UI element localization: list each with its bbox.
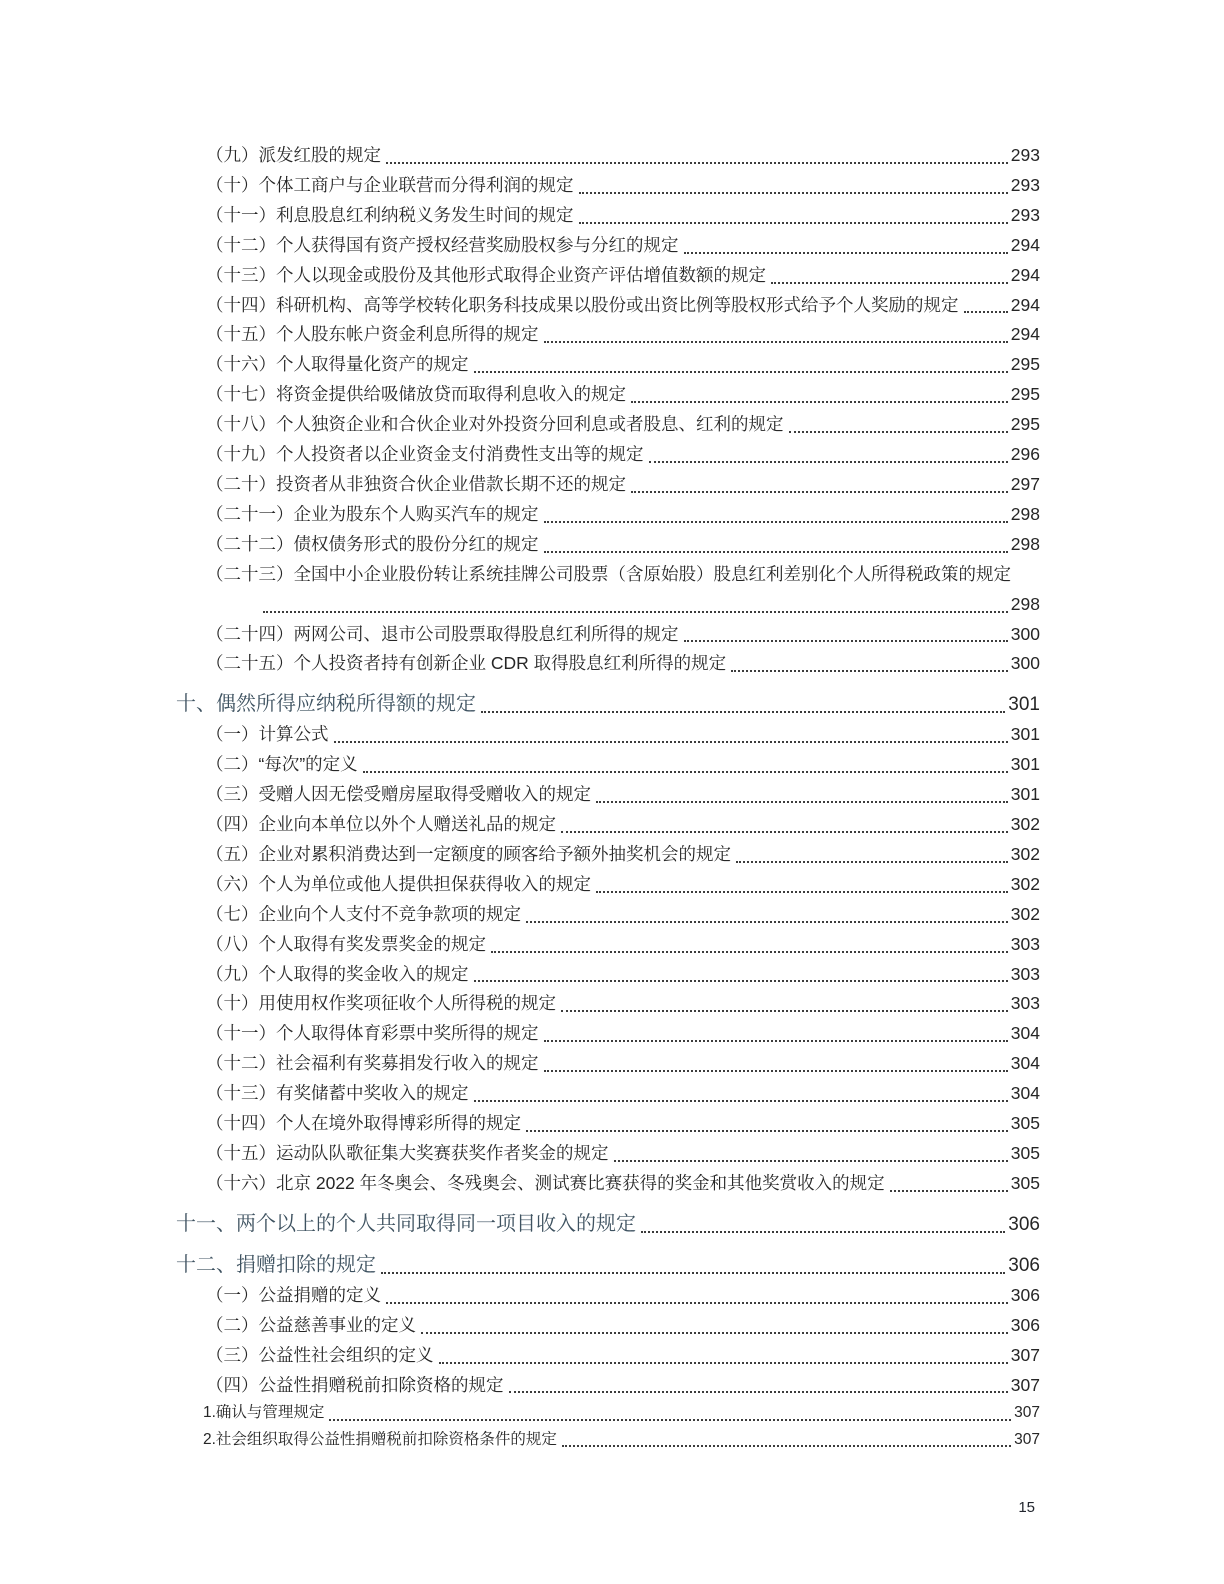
toc-heading-entry[interactable] — [176, 1209, 1040, 1240]
toc-entry[interactable] — [176, 1049, 1040, 1079]
toc-entry[interactable] — [176, 201, 1040, 231]
toc-entry-text: （二十一）企业为股东个人购买汽车的规定 — [206, 503, 539, 524]
toc-page-number: 306 — [1010, 1284, 1040, 1305]
dotted-leader — [544, 1040, 1008, 1042]
toc-page-number: 294 — [1010, 294, 1040, 315]
toc-entry-text: （十二）个人获得国有资产授权经营奖励股权参与分红的规定 — [206, 234, 679, 255]
toc-entry[interactable] — [176, 1079, 1040, 1109]
dotted-leader — [736, 861, 1008, 863]
toc-entry-text: （三）公益性社会组织的定义 — [206, 1344, 434, 1365]
toc-entry-text: （三）受赠人因无偿受赠房屋取得受赠收入的规定 — [206, 784, 591, 805]
toc-entry[interactable] — [176, 530, 1040, 560]
toc-entry[interactable] — [176, 380, 1040, 410]
toc-page-number: 305 — [1010, 1172, 1040, 1193]
dotted-leader — [263, 611, 1008, 613]
toc-entry-text: 十一、两个以上的个人共同取得同一项目收入的规定 — [176, 1212, 636, 1235]
dotted-leader — [649, 461, 1008, 463]
toc-page-number: 293 — [1010, 174, 1040, 195]
toc-entry-text: 2.社会组织取得公益性捐赠税前扣除资格条件的规定 — [203, 1430, 557, 1448]
dotted-leader — [481, 711, 1005, 713]
dotted-leader — [474, 1100, 1008, 1102]
toc-page-number: 307 — [1010, 1374, 1040, 1395]
dotted-leader — [562, 1445, 1011, 1447]
toc-entry[interactable] — [176, 1169, 1040, 1199]
toc-entry[interactable] — [176, 1341, 1040, 1371]
dotted-leader — [684, 252, 1008, 254]
dotted-leader — [641, 1231, 1005, 1233]
toc-entry-text: （二十）投资者从非独资合伙企业借款长期不还的规定 — [206, 473, 626, 494]
dotted-leader — [544, 551, 1008, 553]
toc-entry-text: （一）公益捐赠的定义 — [206, 1284, 381, 1305]
toc-entry-text: （四）公益性捐赠税前扣除资格的规定 — [206, 1374, 504, 1395]
toc-entry[interactable] — [176, 750, 1040, 780]
toc-entry-text: 十、偶然所得应纳税所得额的规定 — [176, 693, 476, 716]
toc-entry-text: （一）计算公式 — [206, 724, 329, 745]
toc-entry-text: （二十四）两网公司、退市公司股票取得股息红利所得的规定 — [206, 623, 679, 644]
dotted-leader — [439, 1362, 1008, 1364]
toc-entry[interactable] — [176, 560, 1040, 590]
toc-page-number: 303 — [1010, 963, 1040, 984]
dotted-leader — [474, 980, 1008, 982]
toc-page-number: 296 — [1010, 444, 1040, 465]
toc-entry[interactable] — [176, 320, 1040, 350]
toc-entry[interactable] — [176, 291, 1040, 321]
toc-entry-text: （八）个人取得有奖发票奖金的规定 — [206, 933, 486, 954]
toc-entry-text: （十九）个人投资者以企业资金支付消费性支出等的规定 — [206, 444, 644, 465]
toc-entry-text: （十三）个人以现金或股份及其他形式取得企业资产评估增值数额的规定 — [206, 264, 766, 285]
toc-entry-text: （二）“每次”的定义 — [206, 754, 358, 775]
toc-page-number: 300 — [1010, 653, 1040, 674]
toc-page-number: 293 — [1010, 145, 1040, 165]
dotted-leader — [890, 1190, 1008, 1192]
toc-page-number: 301 — [1010, 754, 1040, 775]
toc-entry-text: （二十二）债权债务形式的股份分红的规定 — [206, 533, 539, 554]
toc-entry[interactable] — [176, 989, 1040, 1019]
toc-entry-text: 十二、捐赠扣除的规定 — [176, 1253, 376, 1276]
toc-page-number: 305 — [1010, 1143, 1040, 1163]
dotted-leader — [526, 921, 1008, 923]
toc-entry-text: （十八）个人独资企业和合伙企业对外投资分回利息或者股息、红利的规定 — [206, 414, 784, 435]
toc-entry-text: 1.确认与管理规定 — [203, 1404, 325, 1422]
toc-entry[interactable] — [176, 720, 1040, 750]
dotted-leader — [964, 311, 1008, 313]
toc-page-number: 295 — [1010, 384, 1040, 405]
toc-heading-entry[interactable] — [176, 1250, 1040, 1281]
toc-entry-text: （十）用使用权作奖项征收个人所得税的规定 — [206, 993, 556, 1014]
dotted-leader — [614, 1160, 1008, 1162]
dotted-leader — [491, 951, 1008, 953]
toc-page-number: 301 — [1010, 784, 1040, 805]
toc-entry-text: （十一）利息股息红利纳税义务发生时间的规定 — [206, 204, 574, 225]
toc-page-number: 302 — [1010, 843, 1040, 864]
toc-entry-text: （六）个人为单位或他人提供担保获得收入的规定 — [206, 873, 591, 894]
toc-entry-text: （七）企业向个人支付不竞争款项的规定 — [206, 903, 521, 924]
toc-entry-text: （九）个人取得的奖金收入的规定 — [206, 963, 469, 984]
toc-page-number: 295 — [1010, 354, 1040, 375]
toc-entry-text: （二十五）个人投资者持有创新企业 CDR 取得股息红利所得的规定 — [206, 653, 727, 674]
dotted-leader — [386, 162, 1008, 164]
toc-page-number: 298 — [1010, 593, 1040, 614]
toc-heading-entry[interactable] — [176, 689, 1040, 720]
toc-entry[interactable] — [176, 231, 1040, 261]
toc-entry-text: （十四）个人在境外取得博彩所得的规定 — [206, 1113, 521, 1134]
toc-entry[interactable] — [176, 350, 1040, 380]
toc-entry-text: （二）公益慈善事业的定义 — [206, 1314, 416, 1335]
toc-entry[interactable] — [176, 620, 1040, 650]
dotted-leader — [789, 431, 1008, 433]
dotted-leader — [329, 1419, 1011, 1421]
dotted-leader — [579, 222, 1008, 224]
toc-entry[interactable] — [176, 1109, 1040, 1139]
dotted-leader — [631, 491, 1008, 493]
toc-entry[interactable] — [176, 440, 1040, 470]
dotted-leader — [731, 670, 1008, 672]
toc-entry-text: （十五）个人股东帐户资金利息所得的规定 — [206, 324, 539, 345]
toc-entry[interactable] — [176, 649, 1040, 679]
toc-page-number: 302 — [1010, 814, 1040, 835]
toc-entry-text: （十四）科研机构、高等学校转化职务科技成果以股份或出资比例等股权形式给予个人奖励的规定 — [206, 294, 959, 315]
dotted-leader — [509, 1391, 1008, 1393]
dotted-leader — [421, 1332, 1008, 1334]
toc-entry-text: （十六）北京 2022 年冬奥会、冬残奥会、测试赛比赛获得的奖金和其他奖赏收入的规定 — [206, 1172, 885, 1193]
toc-page-number: 307 — [1010, 1344, 1040, 1365]
dotted-leader — [386, 1302, 1008, 1304]
toc-entry[interactable] — [176, 960, 1040, 990]
toc-entry[interactable] — [176, 1427, 1040, 1454]
toc-page-number: 302 — [1010, 873, 1040, 894]
toc-entry[interactable] — [176, 470, 1040, 500]
dotted-leader — [474, 371, 1008, 373]
toc-page-number: 297 — [1010, 473, 1040, 494]
toc-page-number: 306 — [1008, 1254, 1040, 1276]
toc-entry-text: （五）企业对累积消费达到一定额度的顾客给予额外抽奖机会的规定 — [206, 843, 731, 864]
toc-page-number: 294 — [1010, 234, 1040, 255]
dotted-leader — [526, 1130, 1008, 1132]
toc-entry[interactable] — [176, 900, 1040, 930]
dotted-leader — [561, 1010, 1008, 1012]
toc-entry[interactable] — [176, 261, 1040, 291]
toc-entry-text: （十三）有奖储蓄中奖收入的规定 — [206, 1083, 469, 1104]
toc-page-number: 304 — [1010, 1083, 1040, 1104]
toc-page-number: 306 — [1010, 1314, 1040, 1335]
toc-entry[interactable] — [176, 810, 1040, 840]
toc-entry[interactable] — [176, 1019, 1040, 1049]
toc-entry-text: （十二）社会福利有奖募捐发行收入的规定 — [206, 1053, 539, 1074]
toc-page-number: 304 — [1010, 1023, 1040, 1044]
toc-entry[interactable] — [176, 500, 1040, 530]
dotted-leader — [561, 831, 1008, 833]
toc-entry-text: （二十三）全国中小企业股份转让系统挂牌公司股票（含原始股）股息红利差别化个人所得税政策的规定 — [206, 563, 1011, 584]
toc-entry-text: （十六）个人取得量化资产的规定 — [206, 354, 469, 375]
dotted-leader — [381, 1272, 1005, 1274]
toc-page-number: 300 — [1010, 623, 1040, 644]
toc-page-number: 303 — [1010, 933, 1040, 954]
toc-page-number: 298 — [1010, 503, 1040, 524]
toc-entry-text: （九）派发红股的规定 — [206, 145, 381, 165]
dotted-leader — [544, 341, 1008, 343]
toc-page-number: 302 — [1010, 903, 1040, 924]
toc-entry[interactable] — [176, 840, 1040, 870]
dotted-leader — [544, 1070, 1008, 1072]
toc-entry[interactable] — [176, 1281, 1040, 1311]
toc-entry[interactable] — [176, 780, 1040, 810]
dotted-leader — [579, 192, 1008, 194]
toc-page-number: 295 — [1010, 414, 1040, 435]
toc-page-number: 307 — [1014, 1430, 1040, 1448]
footer-page-number: 15 — [1018, 1499, 1035, 1516]
toc-entry-text: （四）企业向本单位以外个人赠送礼品的规定 — [206, 814, 556, 835]
table-of-contents — [176, 141, 1040, 1453]
toc-entry-text: （十一）个人取得体育彩票中奖所得的规定 — [206, 1023, 539, 1044]
toc-entry[interactable] — [176, 1371, 1040, 1401]
toc-page-number: 301 — [1010, 724, 1040, 745]
toc-page-number: 304 — [1010, 1053, 1040, 1074]
toc-page-number: 294 — [1010, 264, 1040, 285]
toc-page-number: 301 — [1008, 694, 1040, 716]
dotted-leader — [363, 771, 1008, 773]
toc-entry[interactable] — [176, 870, 1040, 900]
toc-page-number: 303 — [1010, 993, 1040, 1014]
toc-page-number: 307 — [1014, 1404, 1040, 1422]
dotted-leader — [684, 640, 1008, 642]
dotted-leader — [544, 521, 1008, 523]
toc-entry[interactable] — [176, 1400, 1040, 1427]
toc-page-number: 298 — [1010, 533, 1040, 554]
dotted-leader — [334, 741, 1008, 743]
toc-entry-text: （十七）将资金提供给吸储放贷而取得利息收入的规定 — [206, 384, 626, 405]
dotted-leader — [631, 401, 1008, 403]
dotted-leader — [596, 891, 1008, 893]
toc-page-number: 306 — [1008, 1213, 1040, 1235]
toc-entry-continuation[interactable] — [176, 590, 1040, 620]
toc-entry-text: （十）个体工商户与企业联营而分得利润的规定 — [206, 174, 574, 195]
toc-entry[interactable] — [176, 171, 1040, 201]
toc-page-number: 305 — [1010, 1113, 1040, 1134]
toc-entry[interactable] — [176, 1139, 1040, 1169]
toc-page-number: 293 — [1010, 204, 1040, 225]
toc-entry[interactable] — [176, 930, 1040, 960]
toc-entry[interactable] — [176, 141, 1040, 171]
dotted-leader — [596, 801, 1008, 803]
dotted-leader — [771, 282, 1008, 284]
toc-entry[interactable] — [176, 410, 1040, 440]
toc-entry[interactable] — [176, 1311, 1040, 1341]
toc-entry-text: （十五）运动队队歌征集大奖赛获奖作者奖金的规定 — [206, 1143, 609, 1163]
toc-page-number: 294 — [1010, 324, 1040, 345]
